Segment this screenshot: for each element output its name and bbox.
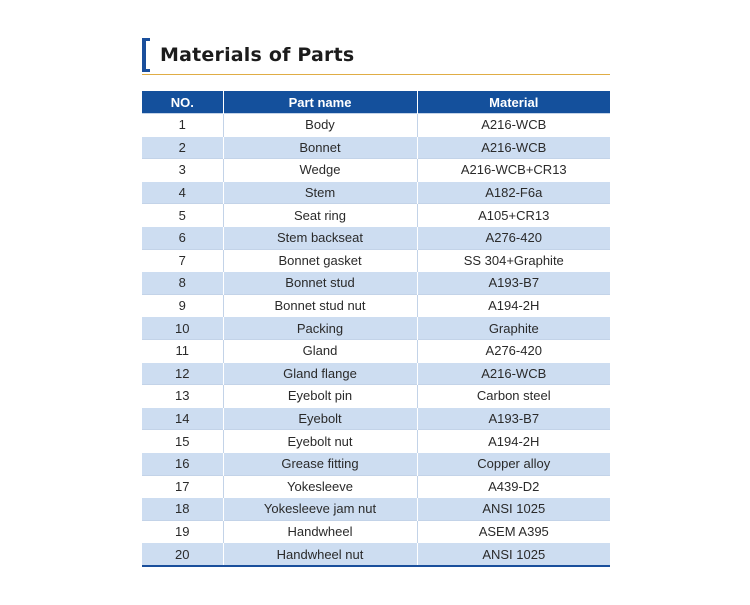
cell-no: 5 xyxy=(142,204,223,227)
table-row xyxy=(142,204,610,227)
cell-no: 8 xyxy=(142,272,223,295)
table-row xyxy=(142,543,610,566)
cell-part-name: Bonnet gasket xyxy=(223,249,417,272)
cell-part-name: Wedge xyxy=(223,159,417,182)
cell-part-name: Seat ring xyxy=(223,204,417,227)
cell-no: 18 xyxy=(142,498,223,521)
cell-material: A216-WCB xyxy=(417,114,610,137)
cell-material: A216-WCB xyxy=(417,362,610,385)
table-row xyxy=(142,226,610,249)
cell-material: ANSI 1025 xyxy=(417,543,610,566)
cell-no: 6 xyxy=(142,226,223,249)
cell-material: A216-WCB xyxy=(417,136,610,159)
cell-no: 17 xyxy=(142,475,223,498)
cell-no: 1 xyxy=(142,114,223,137)
column-header-no: NO. xyxy=(142,91,223,114)
table-row xyxy=(142,317,610,340)
table-row xyxy=(142,475,610,498)
table-row xyxy=(142,339,610,362)
cell-no: 7 xyxy=(142,249,223,272)
cell-no: 14 xyxy=(142,407,223,430)
table-row xyxy=(142,294,610,317)
cell-material: A193-B7 xyxy=(417,407,610,430)
cell-part-name: Bonnet stud nut xyxy=(223,294,417,317)
cell-part-name: Bonnet xyxy=(223,136,417,159)
cell-part-name: Eyebolt xyxy=(223,407,417,430)
cell-part-name: Handwheel xyxy=(223,520,417,543)
table-row xyxy=(142,362,610,385)
cell-material: A216-WCB+CR13 xyxy=(417,159,610,182)
cell-part-name: Body xyxy=(223,114,417,137)
cell-material: Carbon steel xyxy=(417,385,610,408)
cell-material: Graphite xyxy=(417,317,610,340)
cell-no: 3 xyxy=(142,159,223,182)
cell-part-name: Gland flange xyxy=(223,362,417,385)
cell-part-name: Packing xyxy=(223,317,417,340)
column-header-part-name: Part name xyxy=(223,91,417,114)
table-row xyxy=(142,520,610,543)
cell-material: Copper alloy xyxy=(417,452,610,475)
table-row xyxy=(142,114,610,137)
cell-part-name: Stem xyxy=(223,181,417,204)
cell-part-name: Stem backseat xyxy=(223,226,417,249)
cell-no: 15 xyxy=(142,430,223,453)
cell-no: 10 xyxy=(142,317,223,340)
cell-material: ANSI 1025 xyxy=(417,498,610,521)
cell-no: 19 xyxy=(142,520,223,543)
cell-material: A276-420 xyxy=(417,339,610,362)
cell-part-name: Yokesleeve jam nut xyxy=(223,498,417,521)
table-row xyxy=(142,498,610,521)
table-row xyxy=(142,452,610,475)
cell-material: A276-420 xyxy=(417,226,610,249)
cell-no: 20 xyxy=(142,543,223,566)
cell-no: 12 xyxy=(142,362,223,385)
section-title-block xyxy=(142,38,610,75)
materials-table xyxy=(142,91,610,567)
cell-no: 2 xyxy=(142,136,223,159)
table-row xyxy=(142,249,610,272)
cell-part-name: Grease fitting xyxy=(223,452,417,475)
title-bracket-mark xyxy=(142,38,146,72)
cell-no: 13 xyxy=(142,385,223,408)
table-row xyxy=(142,430,610,453)
cell-no: 16 xyxy=(142,452,223,475)
cell-part-name: Gland xyxy=(223,339,417,362)
cell-material: A194-2H xyxy=(417,294,610,317)
table-row xyxy=(142,181,610,204)
table-row xyxy=(142,385,610,408)
cell-no: 11 xyxy=(142,339,223,362)
cell-no: 9 xyxy=(142,294,223,317)
cell-part-name: Yokesleeve xyxy=(223,475,417,498)
table-row xyxy=(142,407,610,430)
cell-material: ASEM A395 xyxy=(417,520,610,543)
table-body xyxy=(142,114,610,566)
table-row xyxy=(142,159,610,182)
cell-part-name: Eyebolt pin xyxy=(223,385,417,408)
table-row xyxy=(142,272,610,295)
cell-material: A439-D2 xyxy=(417,475,610,498)
table-header-row xyxy=(142,91,610,114)
cell-material: SS 304+Graphite xyxy=(417,249,610,272)
cell-part-name: Bonnet stud xyxy=(223,272,417,295)
cell-material: A105+CR13 xyxy=(417,204,610,227)
column-header-material: Material xyxy=(417,91,610,114)
cell-part-name: Eyebolt nut xyxy=(223,430,417,453)
cell-part-name: Handwheel nut xyxy=(223,543,417,566)
cell-no: 4 xyxy=(142,181,223,204)
cell-material: A193-B7 xyxy=(417,272,610,295)
cell-material: A194-2H xyxy=(417,430,610,453)
page-title: Materials of Parts xyxy=(160,44,355,66)
table-row xyxy=(142,136,610,159)
cell-material: A182-F6a xyxy=(417,181,610,204)
